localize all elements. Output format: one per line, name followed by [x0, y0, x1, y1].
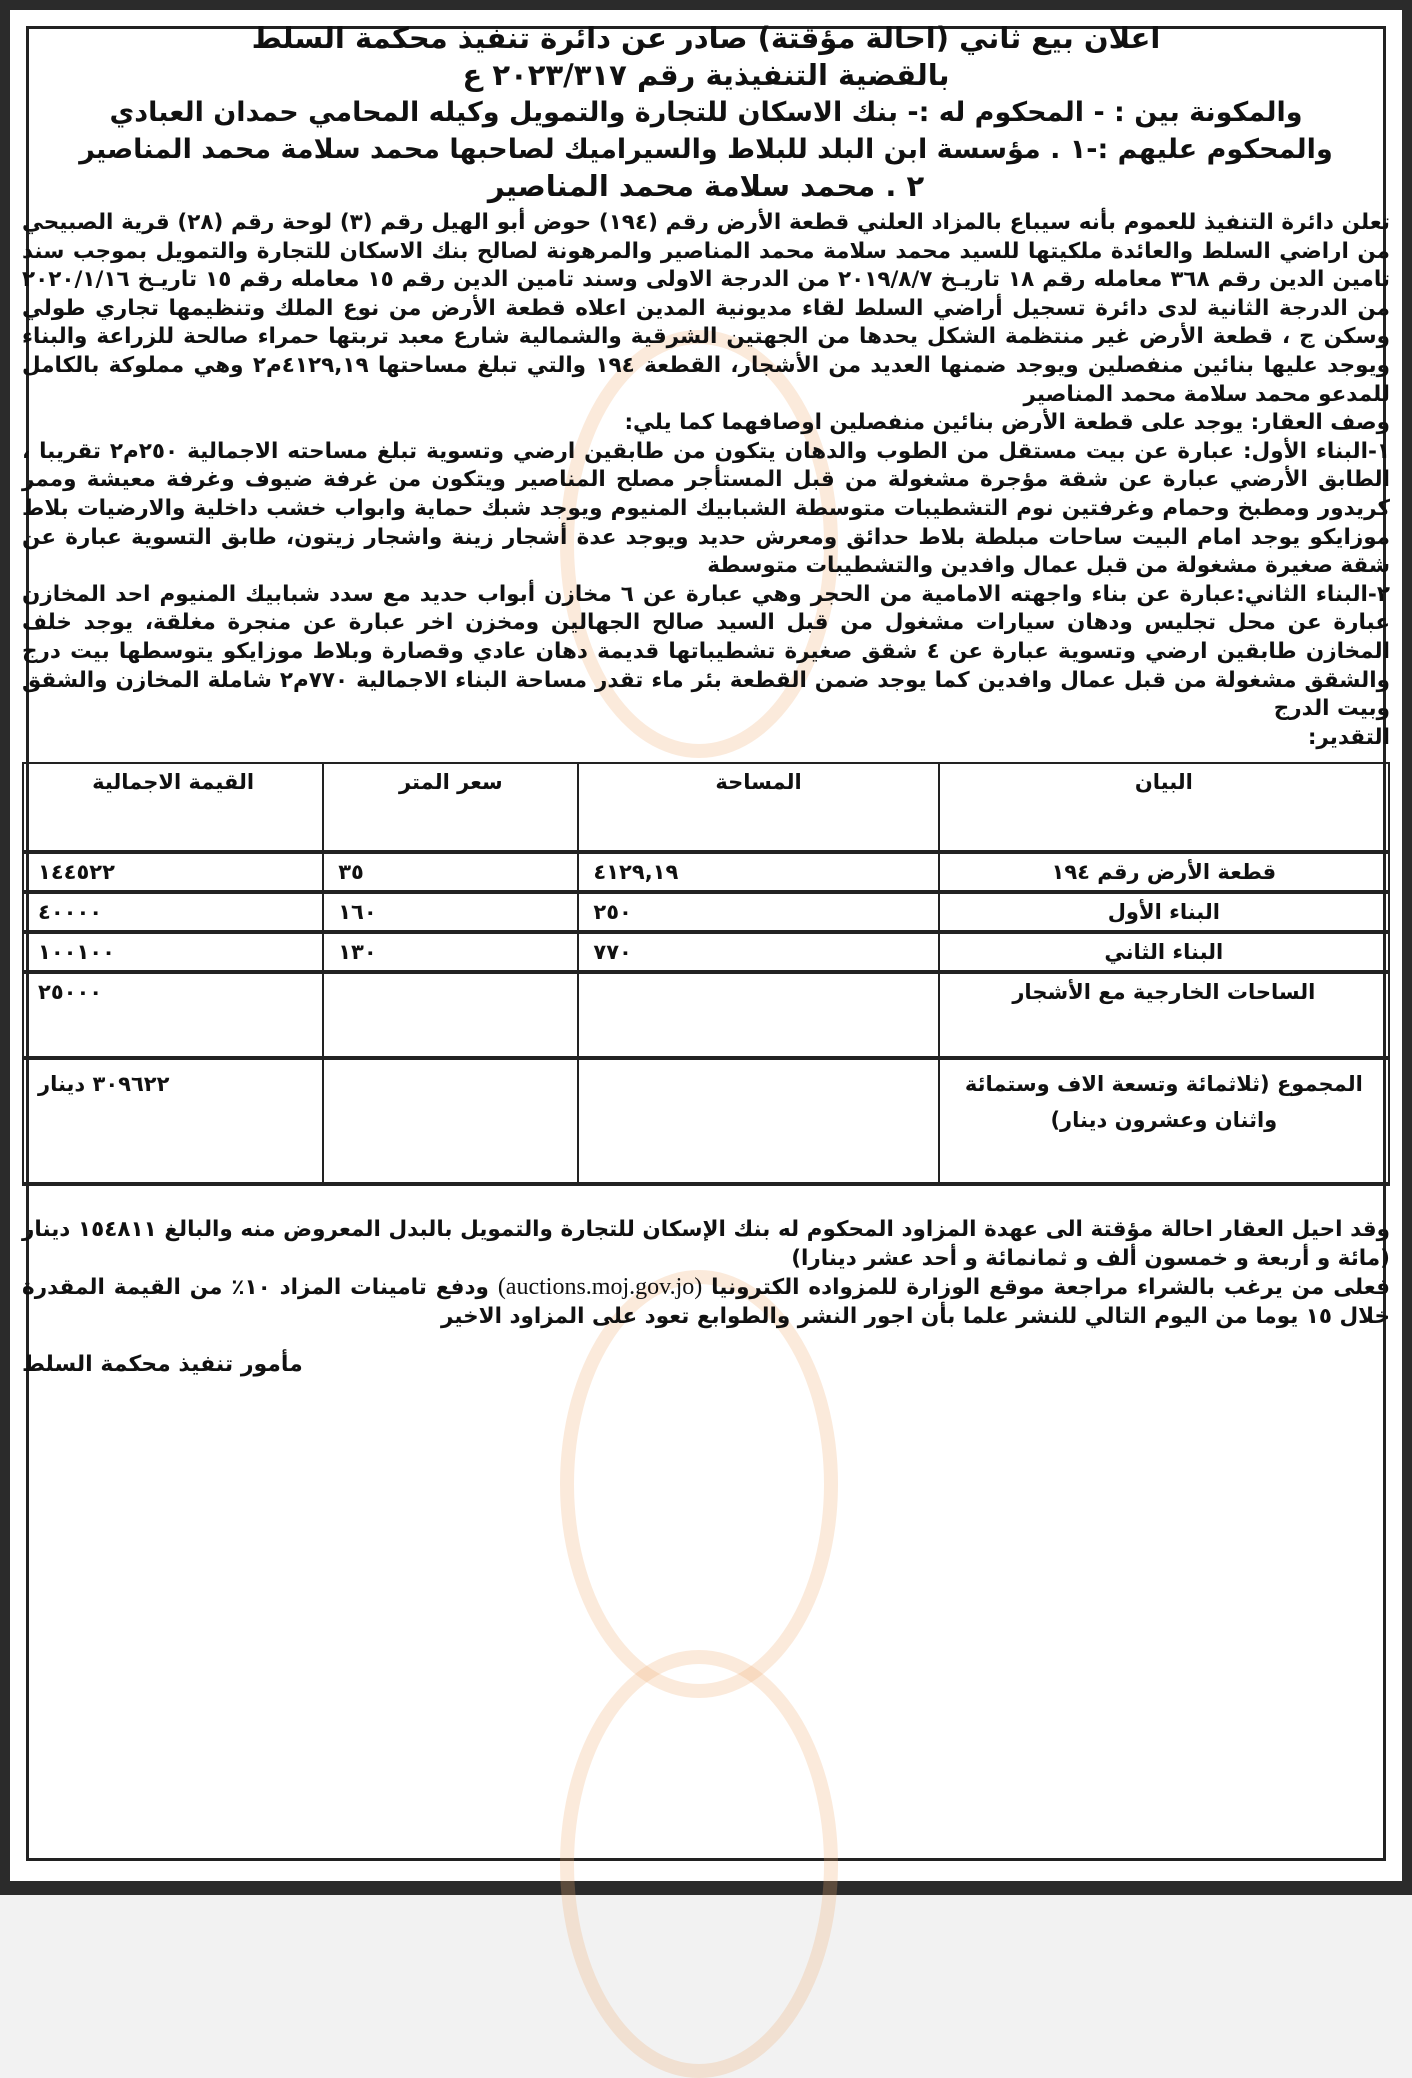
parties-plaintiff: والمكونة بين : - المحكوم له :- بنك الاسكان للتجارة والتمويل وكيله المحامي حمدان العبادي — [109, 97, 1303, 128]
instructions-text-continued: ودفع تامينات المزاد ١٠٪ من القيمة المقدرة خلال ١٥ يوما من اليوم التالي للنشر علما بأن اجور النشر والطوابع تعود على المزاود الاخير — [22, 1275, 1390, 1330]
building2-paragraph: ٢-البناء الثاني:عبارة عن بناء واجهته الامامية من الحجر وهي عبارة عن ٦ مخازن أبواب حديد مع سدد شبابيك المنيوم احد المخازن عبارة عن محل تجليس ودهان سيارات مشغول من قبل السيد صالح الجهالين ومخزن اخر عبارة عن منجرة مغلقة، يوجد خلف المخازن طابقين ارضي وتسوية عبارة عن ٤ شقق صغيرة تشطيباتها قديمة دهان عادي وقصارة وبلاط موزايكو يتوسطها بيت درج والشقق مشغولة من قبل عمال وافدين كما يوجد ضمن القطعة بئر ماء تقدر مساحة البناء الاجمالية ٧٧٠م٢ شاملة المخازن والشقق وبيت الدرج — [22, 581, 1390, 722]
table-row — [23, 892, 1389, 932]
announcement-content — [22, 20, 1390, 1377]
valuation-table — [22, 762, 1390, 1186]
row-description: البناء الثاني — [939, 932, 1389, 972]
row-total: ٤٠٠٠٠ — [23, 892, 323, 932]
parties-defendants: والمحكوم عليهم :-١ . مؤسسة ابن البلد للبلاط والسيراميك لصاحبها محمد سلامة محمد المناصير — [79, 134, 1333, 165]
table-row — [23, 852, 1389, 892]
table-total-row — [23, 1058, 1389, 1184]
total-price — [323, 1058, 578, 1184]
row-description: قطعة الأرض رقم ١٩٤ — [939, 852, 1389, 892]
defendant-2: ٢ . محمد سلامة محمد المناصير — [487, 169, 925, 203]
total-value: ٣٠٩٦٢٢ دينار — [23, 1058, 323, 1184]
row-total: ٢٥٠٠٠ — [23, 972, 323, 1058]
row-area — [578, 972, 938, 1058]
row-price: ٣٥ — [323, 852, 578, 892]
row-area: ٧٧٠ — [578, 932, 938, 972]
header-price-per-meter: سعر المتر — [323, 763, 578, 852]
table-row — [23, 932, 1389, 972]
header-description: البيان — [939, 763, 1389, 852]
announcement-title — [22, 20, 1390, 205]
total-description: المجموع (ثلاثمائة وتسعة الاف وستمائة واثنان وعشرون دينار) — [939, 1058, 1389, 1184]
instructions-paragraph — [22, 1273, 1390, 1331]
row-description: الساحات الخارجية مع الأشجار — [939, 972, 1389, 1058]
row-price — [323, 972, 578, 1058]
row-total: ١٤٤٥٢٢ — [23, 852, 323, 892]
auction-website-link[interactable]: (auctions.moj.gov.jo) — [497, 1274, 703, 1301]
description-heading: وصف العقار: يوجد على قطعة الأرض بنائين منفصلين اوصافهما كما يلي: — [624, 410, 1390, 436]
case-number: بالقضية التنفيذية رقم ٢٠٢٣/٣١٧ ع — [462, 58, 950, 92]
row-area: ٢٥٠ — [578, 892, 938, 932]
table-header-row — [23, 763, 1389, 852]
row-area: ٤١٢٩,١٩ — [578, 852, 938, 892]
row-price: ١٦٠ — [323, 892, 578, 932]
row-total: ١٠٠١٠٠ — [23, 932, 323, 972]
referral-paragraph: وقد احيل العقار احالة مؤقتة الى عهدة المزاود المحكوم له بنك الإسكان للتجارة والتمويل بالبدل المعروض منه والبالغ ١٥٤٨١١ دينار (مائة و أربعة و خمسون ألف و ثمانمائة و أحد عشر دينارا) — [22, 1217, 1390, 1271]
intro-paragraph: تعلن دائرة التنفيذ للعموم بأنه سيباع بالمزاد العلني قطعة الأرض رقم (١٩٤) حوض أبو الهيل رقم (٣) لوحة رقم (٢٨) قرية الصبيحي من اراضي السلط والعائدة ملكيتها للسيد محمد سلامة محمد المناصير والمرهونة لصالح بنك الاسكان للتجارة والتمويل بموجب سند تامين الدين رقم ٣٦٨ معامله رقم ١٨ تاريـخ ٢٠١٩/٨/٧ من الدرجة الاولى وسند تامين الدين رقم ١٥ معامله رقم ١٥ تاريـخ ٢٠٢٠/١/١٦ من الدرجة الثانية لدى دائرة تسجيل أراضي السلط لقاء مديونية المدين اعلاه قطعة الأرض من نوع الملك وتنظيمها تجاري طولي وسكن ج ، قطعة الأرض غير منتظمة الشكل يحدها من الجهتين الشرقية والشمالية شارع معبد تربتها حمراء صالحة للزراعة والبناء ويوجد عليها بنائين منفصلين ويوجد ضمنها العديد من الأشجار، القطعة ١٩٤ والتي تبلغ مساحتها ٤١٢٩,١٩م٢ وهي مملوكة بالكامل للمدعو محمد سلامة محمد المناصير — [22, 210, 1391, 407]
row-price: ١٣٠ — [323, 932, 578, 972]
header-area: المساحة — [578, 763, 938, 852]
table-row — [23, 972, 1389, 1058]
header-total-value: القيمة الاجمالية — [23, 763, 323, 852]
row-description: البناء الأول — [939, 892, 1389, 932]
total-area — [578, 1058, 938, 1184]
building1-paragraph: ١-البناء الأول: عبارة عن بيت مستقل من الطوب والدهان يتكون من طابقين ارضي وتسوية تبلغ مساحته الاجمالية ٢٥٠م٢ تقريبا ، الطابق الأرضي عبارة عن شقة مؤجرة مشغولة من قبل المستأجر مصلح المناصير ويتكون من غرفة ضيوف وغرفة معيشة وممر كريدور ومطبخ وحمام وغرفتين نوم التشطيبات متوسطة الشبابيك المنيوم ويوجد شبك حماية وابواب خشب داخلية والارضيات بلاط موزايكو يوجد امام البيت ساحات مبلطة بلاط حدائق ومعرش حديد ويوجد عدة أشجار زينة واشجار زيتون، طابق التسوية عبارة عن شقة صغيرة مشغولة من قبل عمال وافدين والتشطيبات متوسطة — [22, 438, 1390, 579]
instructions-text: فعلى من يرغب بالشراء مراجعة موقع الوزارة للمزواده الكترونيا — [711, 1275, 1390, 1301]
signature: مأمور تنفيذ محكمة السلط — [22, 1351, 303, 1377]
title-line: اعلان بيع ثاني (احالة مؤقتة) صادر عن دائرة تنفيذ محكمة السلط — [251, 21, 1161, 55]
estimate-heading: التقدير: — [1307, 724, 1390, 750]
